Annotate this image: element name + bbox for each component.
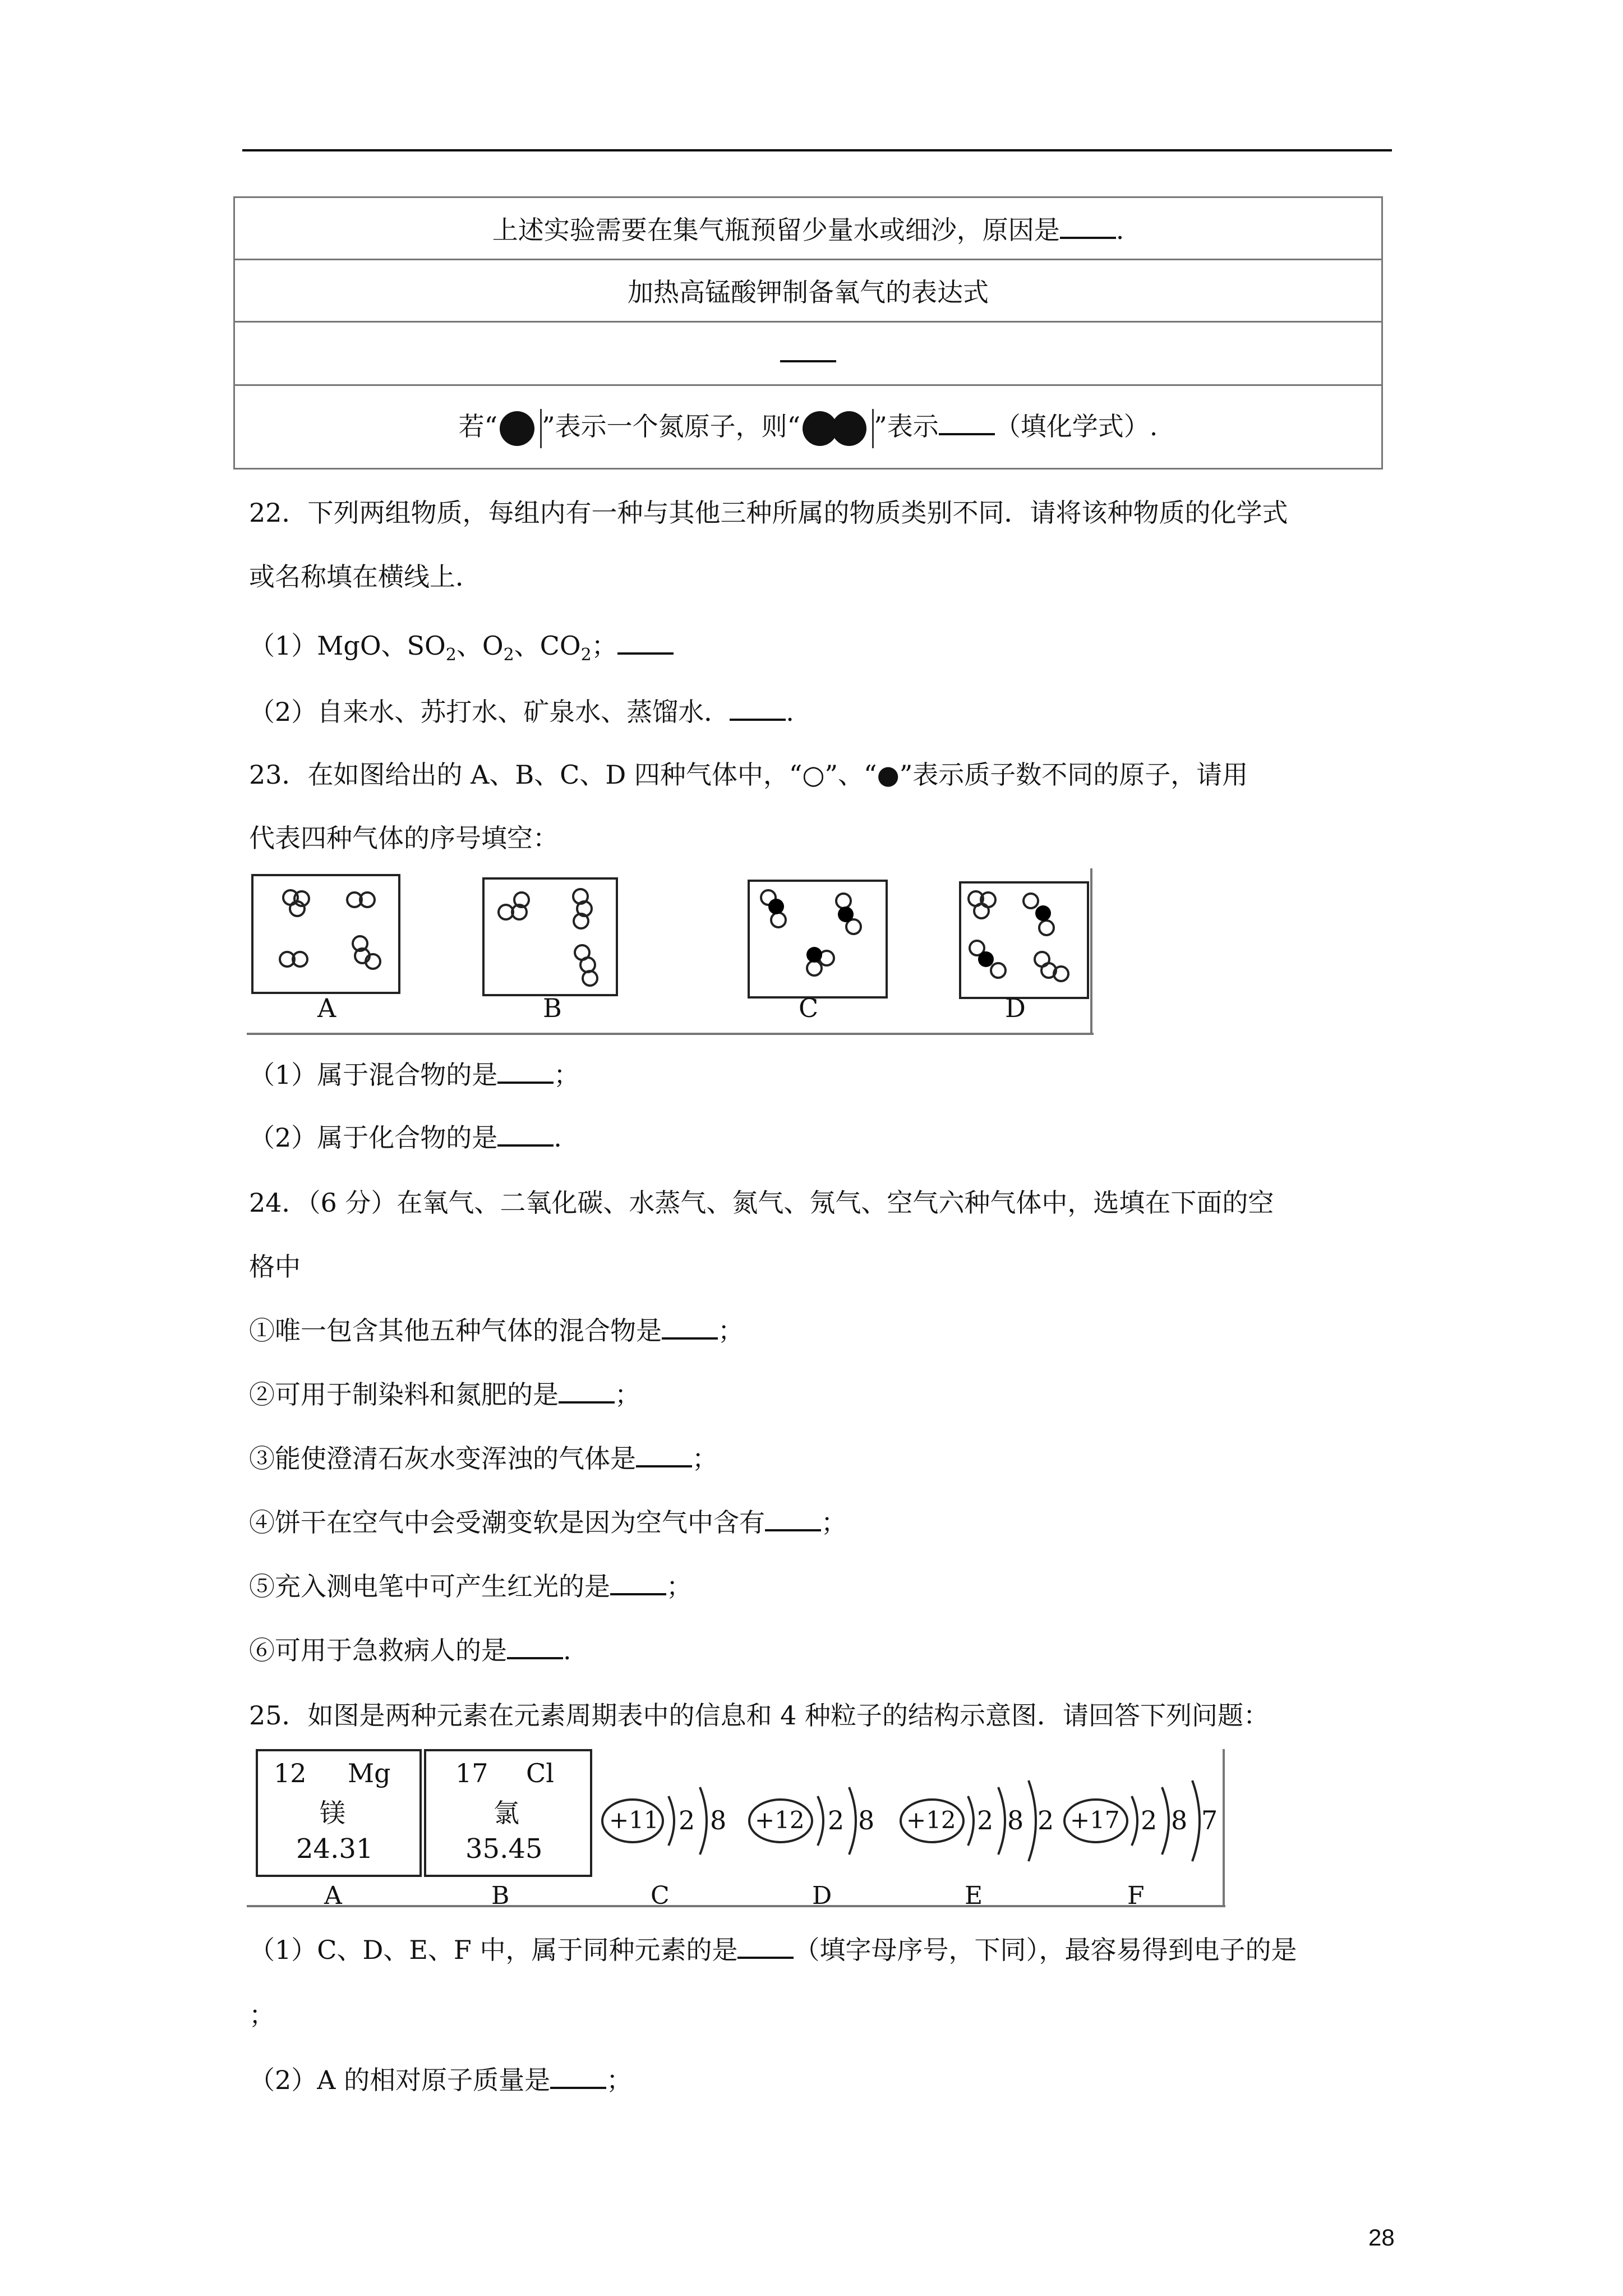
header-rule xyxy=(242,149,1392,151)
q25-stem: 25．如图是两种元素在元素周期表中的信息和 4 种粒子的结构示意图．请回答下列问题： xyxy=(249,1700,1270,1731)
label-d: D xyxy=(812,1881,832,1910)
label-c: C xyxy=(651,1881,670,1910)
particle-e-shell: 8 xyxy=(1007,1805,1024,1835)
label-f: F xyxy=(1127,1881,1145,1910)
element-a-number: 12 xyxy=(274,1758,307,1788)
q23-part1: （1）属于混合物的是 ； xyxy=(249,1060,580,1090)
element-b-mass: 35.45 xyxy=(465,1833,543,1865)
q22-stem-line1: 22．下列两组物质，每组内有一种与其他三种所属的物质类别不同．请将该种物质的化学式 xyxy=(249,498,1288,528)
element-a-symbol: Mg xyxy=(348,1758,391,1788)
q23-stem-line2: 代表四种气体的序号填空： xyxy=(249,823,559,853)
element-b-symbol: Cl xyxy=(526,1758,554,1788)
q23-stem-line1: 23．在如图给出的 A、B、C、D 四种气体中，“○”、“●”表示质子数不同的原子，请用 xyxy=(249,760,1248,790)
particle-c-shell: 2 xyxy=(679,1805,695,1835)
label-a: A xyxy=(317,993,336,1023)
answer-blank[interactable] xyxy=(610,1572,666,1595)
nitrogen-atom-icon xyxy=(832,411,866,446)
answer-blank[interactable] xyxy=(559,1380,615,1404)
answer-blank[interactable] xyxy=(550,2065,606,2089)
q22-part1: （1）MgO、$SO_2$、$O_2$、$CO_2$； xyxy=(249,625,674,665)
table-row-2: 加热高锰酸钾制备氧气的表达式 xyxy=(234,260,1382,322)
particle-d-shell: 2 xyxy=(828,1805,845,1835)
label-e: E xyxy=(965,1881,983,1910)
q24-item-5: ⑤充入测电笔中可产生红光的是 ； xyxy=(249,1571,692,1602)
experiment-table xyxy=(233,196,1383,470)
box-c xyxy=(749,881,887,997)
particle-e-shell: 2 xyxy=(977,1805,994,1835)
box-a xyxy=(252,875,399,993)
q25-part2: （2）A 的相对原子质量是 ； xyxy=(249,2065,633,2095)
q24-item-4: ④饼干在空气中会受潮变软是因为空气中含有 ； xyxy=(249,1507,847,1538)
q24-item-1: ①唯一包含其他五种气体的混合物是 ； xyxy=(249,1315,744,1346)
label-b: B xyxy=(491,1881,510,1910)
q25-part1: （1）C、D、E、F 中，属于同种元素的是 （填字母序号，下同），最容易得到电子的是 xyxy=(249,1935,1297,1965)
particle-f-nucleus: +17 xyxy=(1070,1806,1120,1834)
q22-stem-line2: 或名称填在横线上． xyxy=(249,562,481,592)
particle-c-shell: 8 xyxy=(710,1805,727,1835)
answer-blank[interactable] xyxy=(939,412,995,435)
particle-d-shell: 8 xyxy=(858,1805,875,1835)
q24-item-3: ③能使澄清石灰水变浑浊的气体是 ； xyxy=(249,1443,718,1474)
particle-f-shell: 7 xyxy=(1201,1805,1218,1835)
q24-stem-line2: 格中 xyxy=(249,1251,301,1282)
answer-blank[interactable] xyxy=(780,339,836,362)
label-b: B xyxy=(543,993,562,1023)
page-number: 28 xyxy=(1368,2224,1395,2251)
nitrogen-atom-icon xyxy=(500,411,534,446)
particle-f-shell: 8 xyxy=(1171,1805,1188,1835)
table-row-4: 若“ ”表示一个氮原子，则“ ”表示 （填化学式）. xyxy=(234,385,1382,469)
answer-blank[interactable] xyxy=(497,1060,554,1084)
element-b-name: 氯 xyxy=(494,1798,519,1828)
q23-part2: （2）属于化合物的是 . xyxy=(249,1122,562,1153)
table-row-1: 上述实验需要在集气瓶预留少量水或细沙，原因是 . xyxy=(234,197,1382,260)
answer-blank[interactable] xyxy=(1060,215,1116,239)
bracket-icon xyxy=(869,409,874,448)
element-a-mass: 24.31 xyxy=(296,1833,374,1865)
q24-stem-line1: 24．（6 分）在氧气、二氧化碳、水蒸气、氮气、氖气、空气六种气体中，选填在下面的空 xyxy=(249,1188,1274,1218)
answer-blank[interactable] xyxy=(636,1444,692,1467)
table-row-3 xyxy=(234,322,1382,385)
gas-molecules-figure xyxy=(247,868,1099,1037)
element-a-name: 镁 xyxy=(320,1798,345,1828)
label-a: A xyxy=(324,1881,342,1910)
q25-part1-cont: ； xyxy=(249,2000,275,2030)
particle-f-shell: 2 xyxy=(1141,1805,1158,1835)
answer-blank[interactable] xyxy=(765,1508,821,1531)
answer-blank[interactable] xyxy=(737,1935,794,1959)
particle-d-nucleus: +12 xyxy=(755,1806,805,1834)
q24-item-2: ②可用于制染料和氮肥的是 ； xyxy=(249,1379,640,1410)
answer-blank[interactable] xyxy=(497,1123,554,1147)
label-d: D xyxy=(1005,993,1026,1023)
element-b-number: 17 xyxy=(455,1758,488,1788)
bracket-icon xyxy=(537,409,542,448)
answer-blank[interactable] xyxy=(730,697,786,721)
q22-part2: （2）自来水、苏打水、矿泉水、蒸馏水． . xyxy=(249,697,794,727)
q24-item-6: ⑥可用于急救病人的是 . xyxy=(249,1635,571,1665)
particle-c-nucleus: +11 xyxy=(609,1806,659,1834)
answer-blank[interactable] xyxy=(507,1636,563,1659)
answer-blank[interactable] xyxy=(662,1316,718,1340)
answer-blank[interactable] xyxy=(617,631,674,655)
particle-e-nucleus: +12 xyxy=(906,1806,956,1834)
particle-e-shell: 2 xyxy=(1038,1805,1054,1835)
label-c: C xyxy=(799,993,819,1023)
